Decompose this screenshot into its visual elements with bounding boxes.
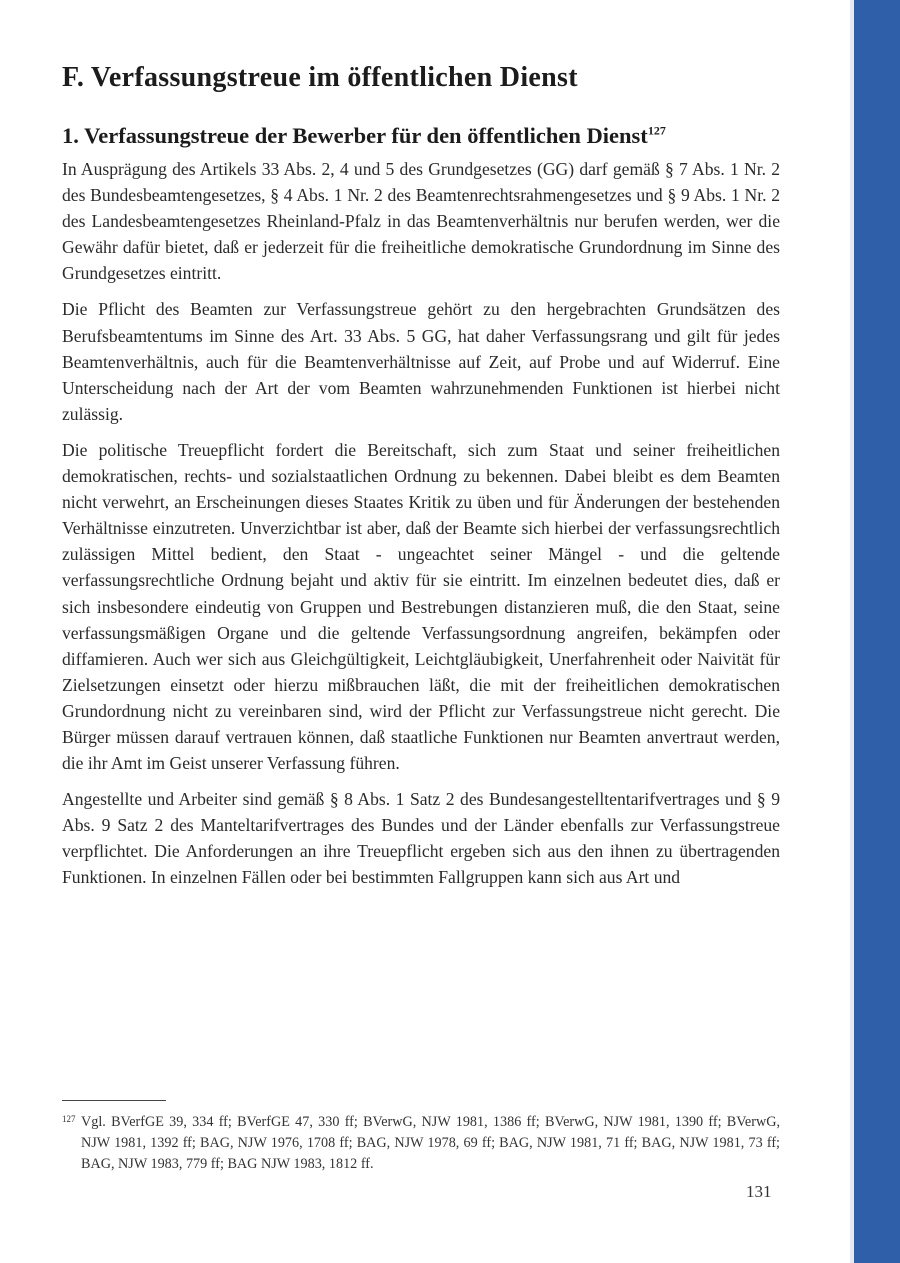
footnote: [62, 1112, 780, 1175]
paragraph-3: Die politische Treuepflicht fordert die Bereitschaft, sich zum Staat und seiner freiheitlichen demokratischen, rechts- und sozialstaatlichen Ordnung zu bekennen. Dabei bleibt es dem Beamten nicht verwehrt, an Erscheinungen dieses Staates Kritik zu üben und für Änderungen der bestehenden Verhältnisse einzutreten. Unverzichtbar ist aber, daß der Beamte sich hierbei der verfassungsrechtlich zulässigen Mittel bedient, den Staat - ungeachtet seiner Mängel - und die geltende verfassungsrechtliche Ordnung bejaht und aktiv für sie eintritt. Im einzelnen bedeutet dies, daß er sich insbesondere eindeutig von Gruppen und Bestrebungen distanzieren muß, die den Staat, seine verfassungsmäßigen Organe und die geltende Verfassungsordnung angreifen, bekämpfen oder diffamieren. Auch wer sich aus Gleichgültigkeit, Leichtgläubigkeit, Unerfahrenheit oder Naivität für Zielsetzungen einsetzt oder hierzu mißbrauchen läßt, die mit der freiheitlichen demokratischen Grundordnung nicht zu vereinbaren sind, wird der Pflicht zur Verfassungstreue nicht gerecht. Die Bürger müssen darauf vertrauen können, daß staatliche Funktionen nur Beamten anvertraut werden, die ihr Amt im Geist unserer Verfassung führen.: [62, 439, 780, 774]
footnote-reference: 127: [647, 123, 666, 138]
footnote-text: Vgl. BVerfGE 39, 334 ff; BVerfGE 47, 330 ff; BVerwG, NJW 1981, 1386 ff; BVerwG, NJW 1981, 1390 ff; BVerwG, NJW 1981, 1392 ff; BAG, NJW 1976, 1708 ff; BAG, NJW 1978, 69 ff; BAG, NJW 1981, 71 ff; BAG, NJW 1981, 73 ff; BAG, NJW 1983, 779 ff; BAG NJW 1983, 1812 ff.: [81, 1114, 780, 1172]
subsection-heading: [62, 121, 780, 151]
section-heading: F. Verfassungstreue im öffentlichen Dienst: [62, 62, 578, 93]
paragraph-2: Die Pflicht des Beamten zur Verfassungstreue gehört zu den hergebrachten Grundsätzen des Berufsbeamtentums im Sinne des Art. 33 Abs. 5 GG, hat daher Verfassungsrang und gilt für jedes Beamtenverhältnis, auch für die Beamtenverhältnisse auf Zeit, auf Probe und auf Widerruf. Eine Unterscheidung nach der Art der vom Beamten wahrzunehmenden Funktionen ist hierbei nicht zulässig.: [62, 299, 780, 424]
page-content: [62, 62, 780, 891]
paragraph-1: In Ausprägung des Artikels 33 Abs. 2, 4 und 5 des Grundgesetzes (GG) darf gemäß § 7 Abs. 1 Nr. 2 des Bundesbeamtengesetzes, § 4 Abs. 1 Nr. 2 des Beamtenrechtsrahmengesetzes und § 9 Abs. 1 Nr. 2 des Landesbeamtengesetzes Rheinland-Pfalz in das Beamtenverhältnis nur berufen werden, wer die Gewähr dafür bietet, daß er jederzeit für die freiheitliche demokratische Grundordnung im Sinne des Grundgesetzes eintritt.: [62, 159, 780, 284]
footnote-divider: [62, 1100, 166, 1101]
book-edge-bar: [854, 0, 900, 1263]
footnote-number: 127: [62, 1114, 76, 1124]
page-number: 131: [746, 1182, 772, 1201]
paragraph-4: Angestellte und Arbeiter sind gemäß § 8 Abs. 1 Satz 2 des Bundesangestelltentarifvertrages und § 9 Abs. 9 Satz 2 des Manteltarifvertrages des Bundes und der Länder ebenfalls zur Verfassungstreue verpflichtet. Die Anforderungen an ihre Treuepflicht ergeben sich aus den ihnen zu übertragenden Funktionen. In einzelnen Fällen oder bei bestimmten Fallgruppen kann sich aus Art und: [62, 789, 780, 888]
subsection-title: 1. Verfassungstreue der Bewerber für den öffentlichen Dienst: [62, 123, 648, 148]
